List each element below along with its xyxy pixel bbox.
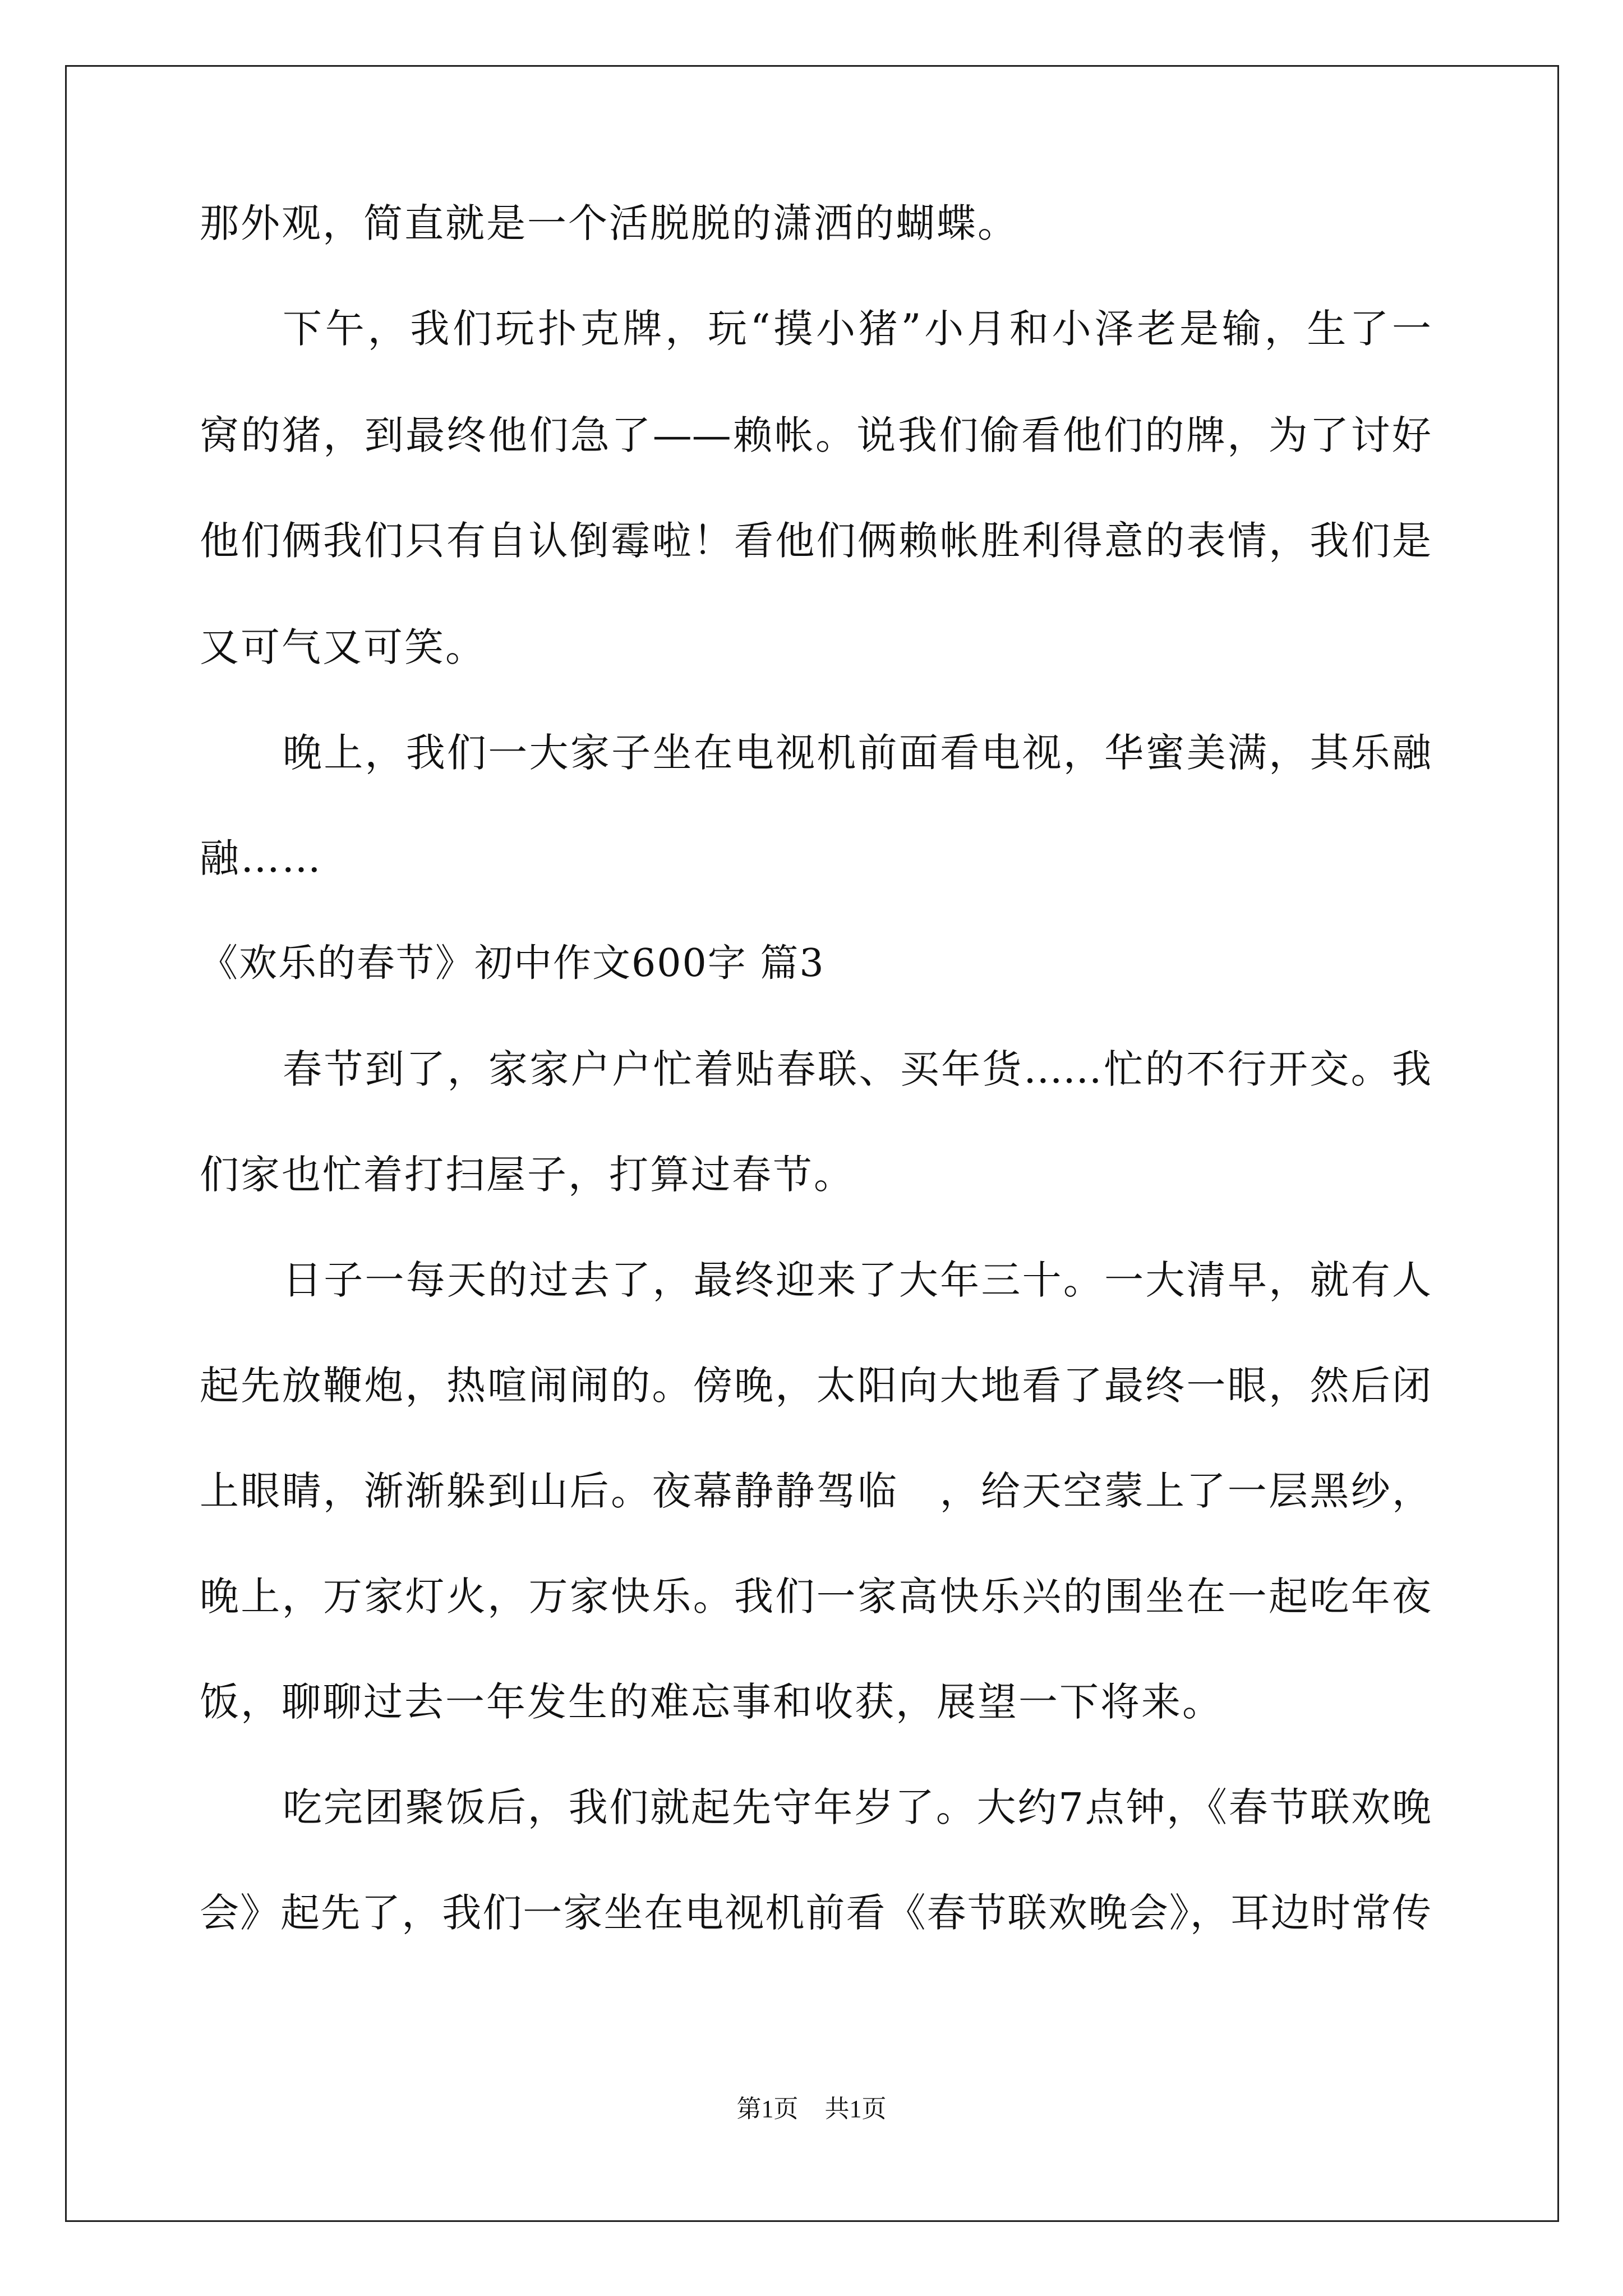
paragraph-line: 吃完团聚饭后，我们就起先守年岁了。大约7点钟，《春节联欢晚 — [283, 1784, 1431, 1830]
paragraph-line: 晚上，我们一大家子坐在电视机前面看电视，华蜜美满，其乐融 — [283, 730, 1431, 776]
paragraph-line: 他们俩我们只有自认倒霉啦！看他们俩赖帐胜利得意的表情，我们是 — [200, 518, 1431, 564]
section-heading: 《欢乐的春节》初中作文600字 篇3 — [200, 941, 825, 986]
paragraph-line: 日子一每天的过去了，最终迎来了大年三十。一大清早，就有人 — [283, 1257, 1431, 1303]
paragraph-line: 融…… — [200, 835, 322, 881]
paragraph-line: 又可气又可笑。 — [200, 624, 486, 670]
page-number-total: 共1页 — [824, 2095, 887, 2123]
paragraph-line: 饭，聊聊过去一年发生的难忘事和收获，展望一下将来。 — [200, 1679, 1223, 1725]
paragraph-line: 春节到了，家家户户忙着贴春联、买年货……忙的不行开交。我 — [283, 1046, 1431, 1092]
paragraph-line: 下午，我们玩扑克牌，玩“摸小猪”小月和小泽老是输，生了一 — [283, 306, 1431, 352]
paragraph-line: 起先放鞭炮，热喧闹闹的。傍晚，太阳向大地看了最终一眼，然后闭 — [200, 1363, 1431, 1409]
paragraph-line: 晚上，万家灯火，万家快乐。我们一家高快乐兴的围坐在一起吃年夜 — [200, 1573, 1431, 1619]
paragraph-line: 那外观，简直就是一个活脱脱的潇洒的蝴蝶。 — [200, 200, 1018, 246]
page-number-current: 第1页 — [736, 2095, 799, 2123]
paragraph-line: 上眼睛，渐渐躲到山后。夜幕静静驾临 ，给天空蒙上了一层黑纱， — [200, 1468, 1431, 1514]
page-footer — [0, 2092, 1623, 2126]
paragraph-line: 窝的猪，到最终他们急了——赖帐。说我们偷看他们的牌，为了讨好 — [200, 412, 1431, 458]
paragraph-line: 会》起先了，我们一家坐在电视机前看《春节联欢晚会》，耳边时常传 — [200, 1890, 1431, 1936]
paragraph-line: 们家也忙着打扫屋子，打算过春节。 — [200, 1152, 855, 1198]
